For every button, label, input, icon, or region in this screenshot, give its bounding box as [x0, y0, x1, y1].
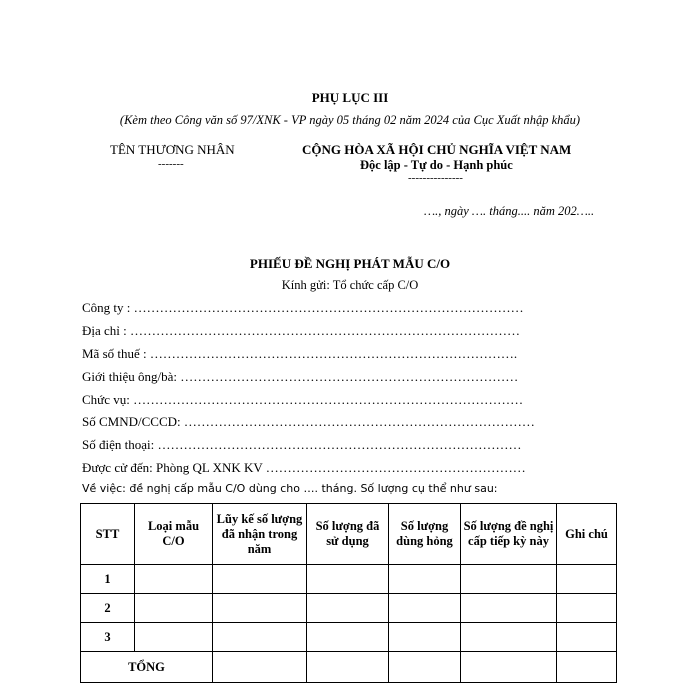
co-request-table: [80, 503, 617, 683]
col-header-damaged: Số lượng dùng hỏng: [389, 504, 461, 565]
form-title: PHIẾU ĐỀ NGHỊ PHÁT MẪU C/O: [249, 256, 451, 271]
row-number: 3: [81, 623, 135, 652]
field-id-number: Số CMND/CCCD: ………………………………………………………………………: [82, 414, 535, 429]
trader-dashes: -------: [158, 158, 184, 170]
row-number: 1: [81, 565, 135, 594]
appendix-title: PHỤ LỤC III: [311, 90, 389, 105]
table-row: [81, 623, 617, 652]
field-phone: Số điện thoại: …………………………………………………………………………: [82, 437, 522, 452]
table-cell: [461, 594, 557, 623]
appendix-note: (Kèm theo Công văn số 97/XNK - VP ngày 05 tháng 02 năm 2024 của Cục Xuất nhập khẩu): [119, 113, 581, 127]
table-cell: [389, 594, 461, 623]
table-cell: [307, 652, 389, 683]
col-header-cumulative: Lũy kế số lượng đã nhận trong năm: [213, 504, 307, 565]
addressee: Kính gửi: Tổ chức cấp C/O: [281, 278, 419, 292]
col-header-stt: STT: [81, 504, 135, 565]
table-cell: [135, 565, 213, 594]
motto: Độc lập - Tự do - Hạnh phúc: [360, 158, 513, 172]
table-cell: [135, 623, 213, 652]
table-cell: [557, 565, 617, 594]
motto-dashes: ---------------: [408, 172, 463, 184]
field-introduced-person: Giới thiệu ông/bà: ……………………………………………………………………: [82, 369, 519, 384]
col-header-used: Số lượng đã sử dụng: [307, 504, 389, 565]
table-cell: [389, 623, 461, 652]
field-assigned-office: Được cử đến: Phòng QL XNK KV ……………………………………………………: [82, 460, 526, 475]
table-cell: [213, 652, 307, 683]
field-position: Chức vụ: ………………………………………………………………………………: [82, 392, 524, 407]
row-number: 2: [81, 594, 135, 623]
table-cell: [461, 623, 557, 652]
republic-title: CỘNG HÒA XÃ HỘI CHỦ NGHĨA VIỆT NAM: [302, 142, 572, 157]
subject-note: Về việc: đề nghị cấp mẫu C/O dùng cho …. tháng. Số lượng cụ thể như sau:: [82, 482, 498, 495]
field-address: Địa chỉ : ………………………………………………………………………………: [82, 323, 521, 338]
col-header-notes: Ghi chú: [557, 504, 617, 565]
table-cell: [557, 652, 617, 683]
field-company: Công ty : ………………………………………………………………………………: [82, 300, 524, 315]
table-cell: [307, 594, 389, 623]
trader-name: TÊN THƯƠNG NHÂN: [110, 142, 235, 157]
table-cell: [557, 594, 617, 623]
col-header-requested: Số lượng đề nghị cấp tiếp kỳ này: [461, 504, 557, 565]
table-cell: [389, 565, 461, 594]
date-line: …., ngày …. tháng.... năm 202…..: [424, 204, 595, 218]
table-total-row: [81, 652, 617, 683]
table-cell: [389, 652, 461, 683]
table-cell: [307, 565, 389, 594]
table-cell: [557, 623, 617, 652]
total-label: TỔNG: [81, 652, 213, 683]
table-cell: [135, 594, 213, 623]
table-cell: [461, 652, 557, 683]
table-cell: [213, 623, 307, 652]
field-tax-code: Mã số thuế : ………………………………………………………………………….: [82, 346, 518, 361]
table-cell: [213, 565, 307, 594]
col-header-co-type: Loại mẫu C/O: [135, 504, 213, 565]
table-row: [81, 565, 617, 594]
table-row: [81, 594, 617, 623]
table-header-row: [81, 504, 617, 565]
table-cell: [307, 623, 389, 652]
table-cell: [213, 594, 307, 623]
table-cell: [461, 565, 557, 594]
